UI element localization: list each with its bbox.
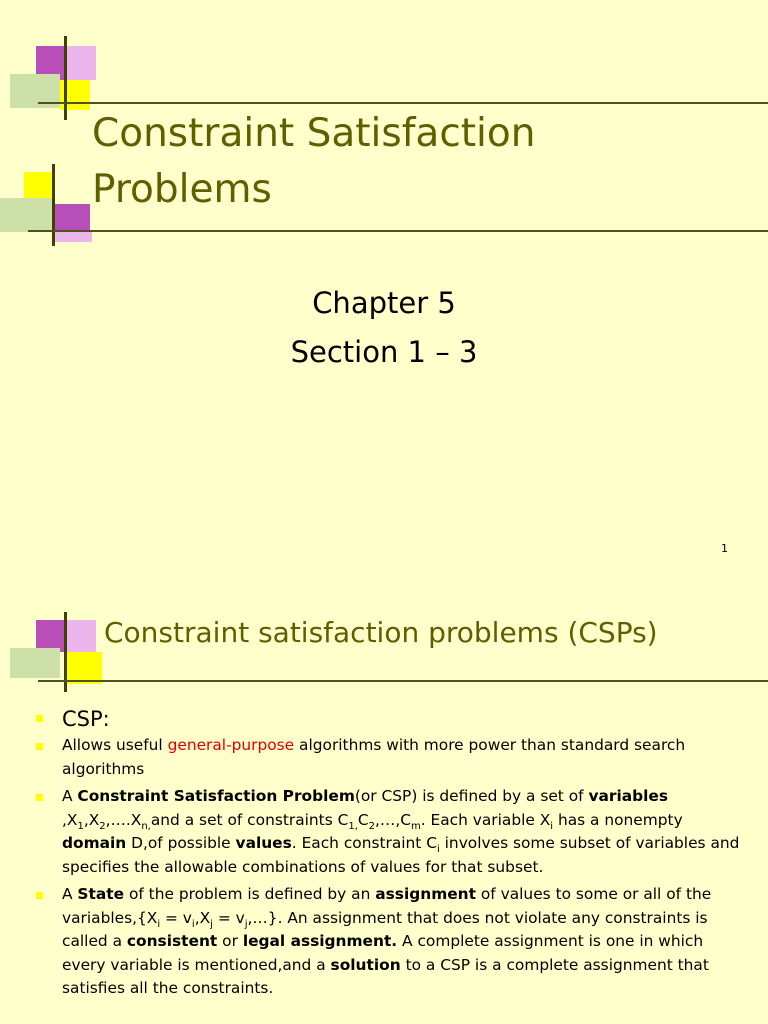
slide-title: Constraint satisfaction problems (CSPs) bbox=[104, 616, 658, 649]
bullet-list bbox=[36, 704, 746, 1005]
highlight-text: general-purpose bbox=[167, 736, 295, 754]
title-line-1: Constraint Satisfaction bbox=[92, 111, 536, 156]
page-number: 1 bbox=[721, 542, 728, 555]
title-line-2: Problems bbox=[92, 167, 272, 212]
section-label: Section 1 – 3 bbox=[290, 335, 478, 369]
list-item: A Constraint Satisfaction Problem(or CSP) is defined by a set of variables $,X_1,X_2,\dots.X_{n,}and$ a set of constraints $C_{1,}C_2,\dots,C_m$. Each variable $X_i$ has a nonempty domain D,of possible values. Each constraint $C_i$ involves some subset of variables and specifies the allowable combinations of values for that subset. bbox=[36, 785, 746, 879]
bullet-icon bbox=[36, 715, 43, 722]
content-slide bbox=[0, 592, 768, 1024]
list-item: CSP: bbox=[36, 704, 746, 734]
list-item: A State of the problem is defined by an assignment of values to some or all of the $variables,\{X_i = v_i,X_j$ = $v_j,\dots$}. An assignment that does not violate any constraints is called a consistent or legal assignment. A complete assignment is one in which every variable is mentioned,and a solution to a CSP is a complete assignment that satisfies all the constraints. bbox=[36, 883, 746, 1001]
chapter-label: Chapter 5 bbox=[312, 286, 456, 320]
bullet-icon bbox=[36, 743, 43, 750]
bullet-icon bbox=[36, 892, 43, 899]
list-item: Allows useful general-purpose algorithms with more power than standard search algorithms bbox=[36, 734, 746, 781]
bullet-icon bbox=[36, 794, 43, 801]
slide-title bbox=[92, 106, 732, 218]
